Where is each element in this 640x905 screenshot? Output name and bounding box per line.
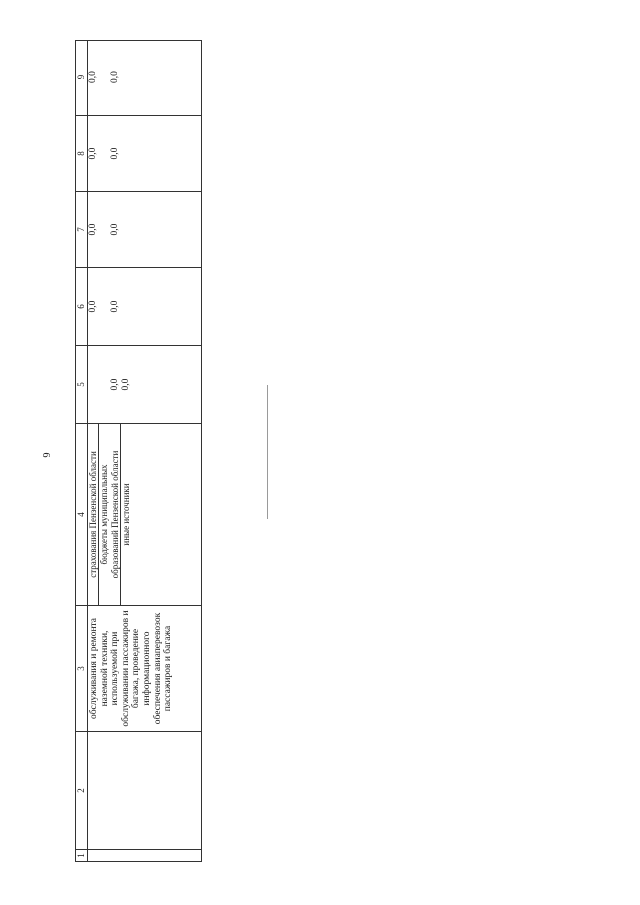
column-number: 6	[76, 268, 88, 345]
value-cell: 0,0	[121, 378, 131, 391]
column-number: 9	[76, 40, 88, 115]
value-cell: 0,0	[110, 378, 120, 391]
column-number: 2	[76, 732, 88, 849]
column-number: 3	[76, 606, 88, 731]
source-other: иные источники	[121, 483, 131, 546]
measure-description: обслуживания и ремонта наземной техники, используемой при обслуживании пассажиров и багажа, проведение информационного обеспечения авиаперевозок пассажиров и багажа	[89, 610, 174, 727]
value-cell: 0,0	[88, 223, 98, 236]
value-cell: 0,0	[88, 147, 98, 160]
value-cell: 0,0	[110, 300, 120, 313]
value-cell: 0,0	[88, 71, 98, 83]
source-regional-insurance: страхования Пензенской области	[88, 424, 99, 605]
table-container	[75, 40, 202, 862]
value-cell: 0,0	[110, 223, 120, 236]
column-number: 5	[76, 346, 88, 423]
column-number: 1	[76, 850, 88, 861]
column-number: 8	[76, 116, 88, 191]
column-8	[76, 115, 201, 191]
source-municipal-budgets-line: образований Пензенской области	[110, 424, 121, 605]
column-9	[76, 40, 201, 115]
column-7	[76, 191, 201, 267]
funding-table	[75, 40, 202, 862]
column-1	[76, 849, 201, 861]
value-cell: 0,0	[88, 300, 98, 313]
column-4-sources	[76, 423, 201, 605]
column-5	[76, 345, 201, 423]
column-number: 7	[76, 192, 88, 267]
value-cell: 0,0	[110, 147, 120, 160]
divider-line	[267, 385, 268, 519]
column-3-measure	[76, 605, 201, 731]
page-number: 6	[40, 452, 51, 458]
value-cell: 0,0	[110, 71, 120, 83]
column-6	[76, 267, 201, 345]
source-municipal-budgets-line: бюджеты муниципальных	[99, 464, 109, 565]
column-2	[76, 731, 201, 849]
column-number: 4	[76, 424, 88, 605]
